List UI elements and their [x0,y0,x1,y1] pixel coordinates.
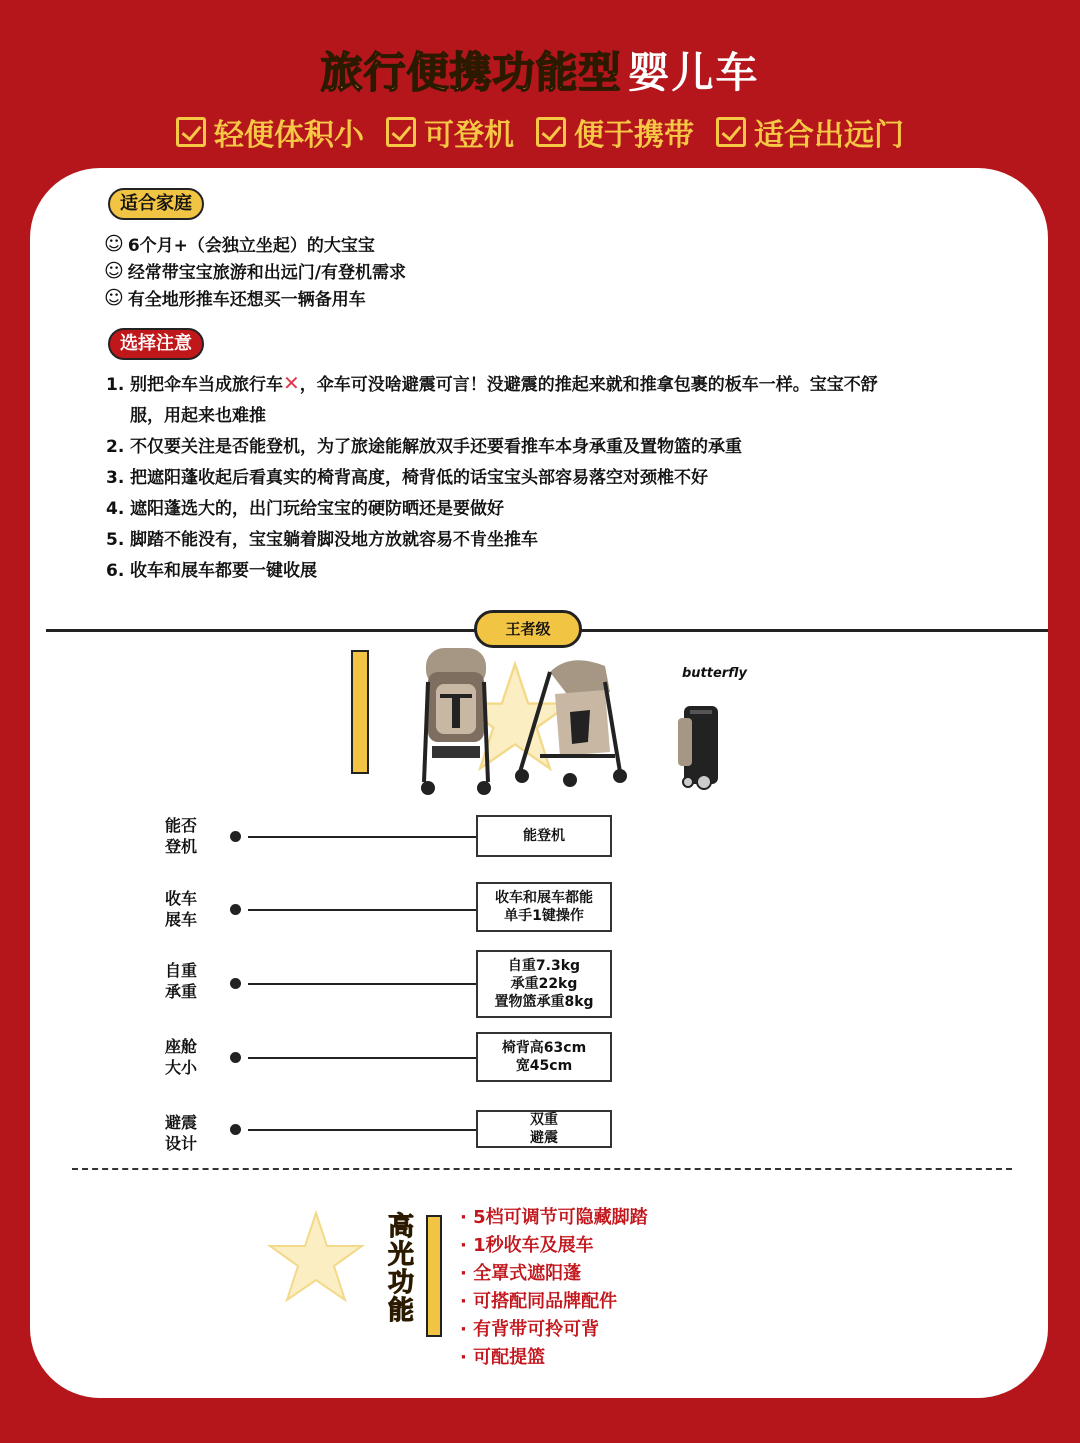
highlight-text: 全罩式遮阳蓬 [473,1263,582,1284]
family-pill: 适合家庭 [108,188,204,220]
brand-label: butterfly [682,666,747,681]
note-text-wrap: 服，用起来也难推 [130,406,266,426]
checkbox-icon [716,117,746,147]
family-list [104,230,406,311]
highlights-list [460,1204,648,1372]
highlight-text: 可搭配同品牌配件 [473,1291,618,1312]
feature-check [386,110,514,154]
list-item: · 1秒收车及展车 [460,1235,594,1256]
stroller-front-image [418,642,494,798]
highlights-title-char: 高 [387,1212,414,1242]
spec-label [165,1036,205,1078]
spec-label-line: 能否 [165,816,198,835]
notes-pill: 选择注意 [108,328,204,360]
list-item [106,556,1006,587]
note-text: 把遮阳蓬收起后看真实的椅背高度，椅背低的话宝宝头部容易落空对颈椎不好 [130,468,708,488]
dashed-divider [72,1168,1012,1170]
highlights-title-char: 能 [387,1296,414,1326]
note-number: 6. [106,561,125,581]
tier-badge: 王者级 [474,610,582,648]
spec-row [160,950,620,1018]
feature-checks [0,110,1080,154]
list-item [104,284,406,311]
bullet-dot [230,831,241,842]
highlights-title-char: 功 [387,1268,414,1298]
note-text: 收车和展车都要一键收展 [130,561,317,581]
spec-label [165,1112,205,1154]
spec-value-line: 避震 [530,1130,558,1146]
spec-label-line: 收车 [165,889,198,908]
spec-label-line: 座舱 [165,1037,198,1056]
checkbox-icon [536,117,566,147]
spec-row [160,1032,620,1082]
bullet-dot [230,904,241,915]
spec-row [160,1110,620,1153]
spec-label-line: 避震 [165,1113,198,1132]
highlights-title [386,1213,416,1325]
note-number: 1. [106,375,125,395]
bullet-dot [230,1052,241,1063]
checkbox-icon [176,117,206,147]
bullet-dot [230,978,241,989]
spec-value-line: 置物篮承重8kg [494,994,594,1010]
list-item [106,525,1006,556]
feature-check-label: 适合出远门 [754,118,904,153]
smile-icon: ☺ [104,259,124,282]
note-text: 别把伞车当成旅行车 [130,375,283,395]
feature-check-label: 便于携带 [574,118,694,153]
highlight-text: 可配提篮 [473,1347,546,1368]
list-item [106,432,1006,463]
spec-label-line: 展车 [165,910,198,929]
spec-label-line: 承重 [165,982,198,1001]
list-item: · 可配提篮 [460,1347,546,1368]
note-text: 遮阳蓬选大的，出门玩给宝宝的硬防晒还是要做好 [130,499,504,519]
page-title [0,40,1080,100]
accent-bar [426,1215,442,1337]
smile-icon: ☺ [104,286,124,309]
list-item [106,463,1006,494]
connector-line [248,1057,478,1059]
bullet-dot [230,1124,241,1135]
spec-value-box [476,1032,612,1082]
stroller-side-image [510,652,630,792]
title-highlight: 旅行便携功能型 [320,48,622,97]
family-item-text: 经常带宝宝旅游和出远门/有登机需求 [127,263,407,283]
spec-value-line: 单手1键操作 [504,908,584,924]
connector-line [248,983,478,985]
note-number: 4. [106,499,125,519]
smile-icon: ☺ [104,232,124,255]
highlight-text: 5档可调节可隐藏脚踏 [473,1207,648,1228]
content-card [30,168,1048,1398]
spec-label [165,888,205,930]
family-item-text: 6个月+（会独立坐起）的大宝宝 [127,236,375,256]
list-item [106,494,1006,525]
list-item [104,230,406,257]
feature-check [176,110,364,154]
accent-bar [351,650,369,774]
spec-value-box [476,882,612,932]
list-item: · 可搭配同品牌配件 [460,1291,618,1312]
list-item: · 5档可调节可隐藏脚踏 [460,1207,648,1228]
checkbox-icon [386,117,416,147]
stroller-folded-image [674,702,728,792]
feature-check [716,110,904,154]
feature-check [536,110,694,154]
feature-check-label: 可登机 [424,118,514,153]
list-item [106,368,1006,432]
spec-value-box [476,1110,612,1148]
note-text-continued: ，伞车可没啥避震可言！没避震的推起来就和推拿包裹的板车一样。宝宝不舒 [299,375,878,395]
list-item: · 全罩式遮阳蓬 [460,1263,582,1284]
spec-label [165,960,205,1002]
spec-row [160,882,620,934]
note-number: 2. [106,437,125,457]
spec-value-line: 自重7.3kg [507,958,581,974]
spec-value-line: 宽45cm [515,1058,573,1074]
title-rest: 婴儿车 [627,48,760,97]
list-item [104,257,406,284]
spec-value-line: 双重 [530,1112,558,1128]
spec-value-line: 收车和展车都能 [495,890,593,906]
highlight-text: 有背带可拎可背 [473,1319,600,1340]
spec-value-line: 椅背高63cm [501,1040,587,1056]
note-text: 脚踏不能没有，宝宝躺着脚没地方放就容易不肯坐推车 [130,530,538,550]
spec-value-line: 承重22kg [510,976,578,992]
note-number: 5. [106,530,125,550]
spec-label-line: 设计 [165,1134,198,1153]
spec-value-box [476,950,612,1018]
connector-line [248,1129,478,1131]
highlight-text: 1秒收车及展车 [473,1235,594,1256]
family-item-text: 有全地形推车还想买一辆备用车 [127,290,366,310]
spec-label [165,815,205,857]
spec-value-line: 能登机 [523,828,565,844]
highlights-title-char: 光 [387,1240,414,1270]
connector-line [248,909,478,911]
connector-line [248,836,478,838]
spec-value-box [476,815,612,857]
note-text: 不仅要关注是否能登机，为了旅途能解放双手还要看推车本身承重及置物篮的承重 [130,437,742,457]
spec-label-line: 自重 [165,961,198,980]
spec-label-line: 登机 [165,837,198,856]
cross-icon: ✕ [283,371,300,395]
list-item: · 有背带可拎可背 [460,1319,600,1340]
spec-row [160,813,620,861]
star-icon [266,1208,366,1308]
notes-list [106,368,1006,587]
spec-label-line: 大小 [165,1058,198,1077]
feature-check-label: 轻便体积小 [214,118,364,153]
note-number: 3. [106,468,125,488]
